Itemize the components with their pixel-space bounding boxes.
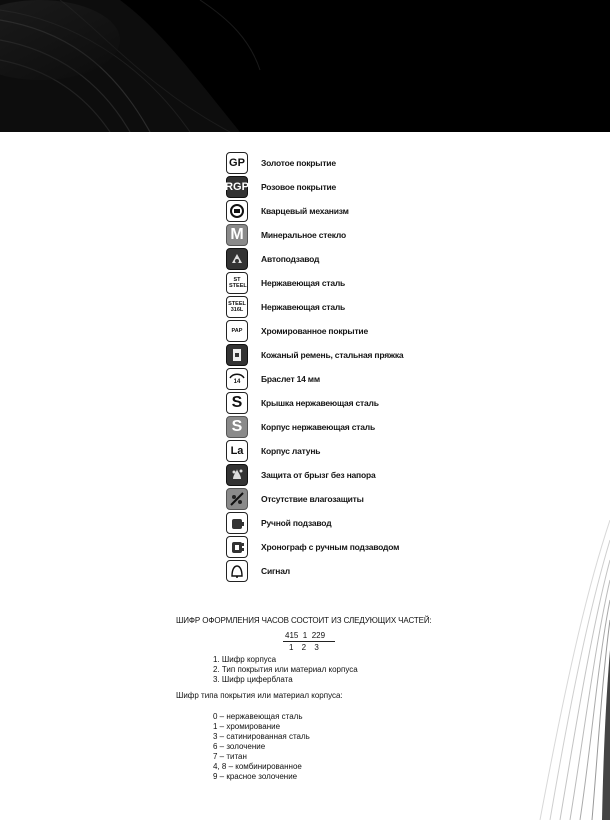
finish-title: Шифр типа покрытия или материал корпуса: [176,691,343,700]
legend-item [226,512,331,534]
finish-item: 7 – титан [213,752,247,761]
legend-item [226,152,336,174]
automatic-winding-icon [226,248,248,270]
legend-label: Защита от брызг без напора [261,470,376,480]
legend-item [226,536,399,558]
splash-protection-icon [226,464,248,486]
code-part: 2. Тип покрытия или материал корпуса [213,665,358,674]
side-wave-decoration [530,520,610,820]
code-title: ШИФР ОФОРМЛЕНИЯ ЧАСОВ СОСТОИТ ИЗ СЛЕДУЮЩИХ ЧАСТЕЙ: [176,616,432,625]
finish-item: 6 – золочение [213,742,266,751]
manual-winding-icon [226,512,248,534]
code-part: 3. Шифр циферблата [213,675,293,684]
legend-label: Корпус латунь [261,446,321,456]
stainless-caseback-icon: S [226,392,248,414]
legend-label: Хронограф с ручным подзаводом [261,542,400,552]
legend-label: Минеральное стекло [261,230,346,240]
legend-label: Браслет 14 мм [261,374,320,384]
legend-label: Корпус нержавеющая сталь [261,422,375,432]
code-parts-list [213,655,358,685]
header-banner [0,0,610,132]
leather-strap-steel-buckle-icon [226,344,248,366]
legend-item [226,416,375,438]
finish-item: 9 – красное золочение [213,772,298,781]
legend-item [226,248,319,270]
legend-item [226,200,349,222]
stainless-steel-316l-icon: STEEL 316L [226,296,248,318]
rose-gold-plating-icon: RGP [226,176,248,198]
legend-label: Крышка нержавеющая сталь [261,398,379,408]
legend-label: Сигнал [261,566,290,576]
legend-label: Нержавеющая сталь [261,302,346,312]
gold-plating-icon: GP [226,152,248,174]
finish-item: 1 – хромирование [213,722,281,731]
legend-item [226,488,364,510]
legend-item [226,440,320,462]
legend-item [226,392,379,414]
stainless-steel-icon: ST STEEL [226,272,248,294]
legend-item [226,272,345,294]
bracelet-14mm-icon: 14 [226,368,248,390]
legend-item [226,224,346,246]
code-part-numbers: 1 2 3 [289,643,319,652]
finish-item: 3 – сатинированная сталь [213,732,310,741]
legend-item [226,296,345,318]
legend-item [226,560,290,582]
finish-item: 4, 8 – комбинированное [213,762,302,771]
chrome-plating-icon: PAP [226,320,248,342]
code-part: 1. Шифр корпуса [213,655,277,664]
legend-item [226,176,336,198]
brass-case-icon: Lа [226,440,248,462]
legend-label: Ручной подзавод [261,518,332,528]
legend-item [226,344,403,366]
quartz-movement-icon [226,200,248,222]
legend-label: Кожаный ремень, стальная пряжка [261,350,404,360]
stainless-case-icon: S [226,416,248,438]
finish-list [213,712,310,782]
legend-label: Золотое покрытие [261,158,336,168]
legend-item [226,368,320,390]
chronograph-manual-icon [226,536,248,558]
mineral-glass-icon: M [226,224,248,246]
legend-label: Автоподзавод [261,254,320,264]
header-wave-decoration [0,0,610,132]
legend-label: Розовое покрытие [261,182,337,192]
legend-label: Кварцевый механизм [261,206,349,216]
legend-item [226,464,376,486]
code-example: 415 1 229 [285,631,326,640]
legend-label: Нержавеющая сталь [261,278,346,288]
no-water-protection-icon [226,488,248,510]
alarm-signal-icon [226,560,248,582]
legend-label: Хромированное покрытие [261,326,368,336]
finish-item: 0 – нержавеющая сталь [213,712,303,721]
code-underline [283,641,335,642]
legend-item [226,320,368,342]
legend-label: Отсутствие влагозащиты [261,494,364,504]
